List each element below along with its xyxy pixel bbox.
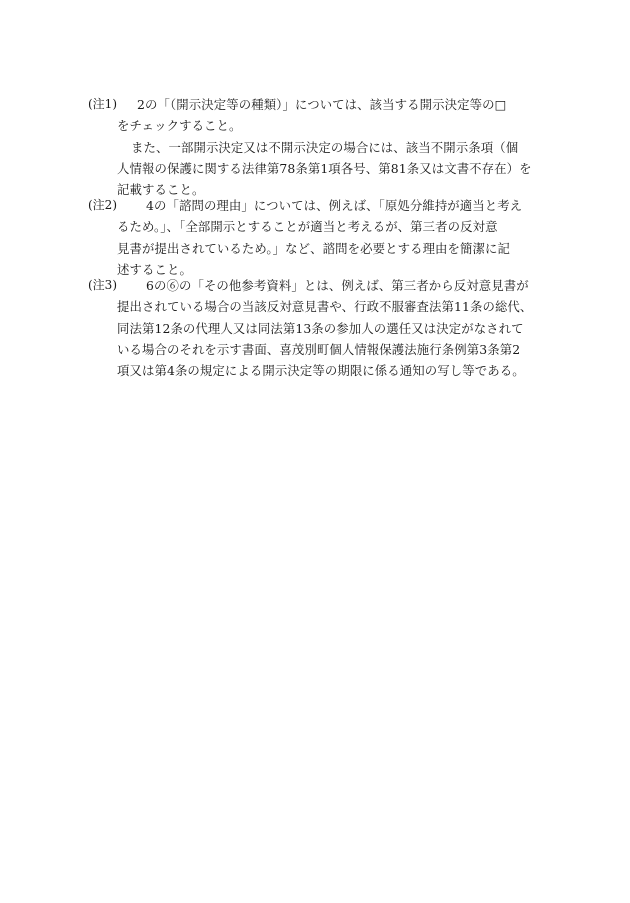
note-1 bbox=[88, 94, 568, 200]
note-label: (注3) bbox=[88, 278, 117, 292]
note-label: (注1) bbox=[88, 97, 117, 111]
note-line: 6の⑥の「その他参考資料」とは、例えば、第三者から反対意見書が bbox=[146, 278, 529, 293]
note-line: 2の「（開示決定等の種類）」については、該当する開示決定等の□ bbox=[137, 97, 507, 112]
note-line: いる場合のそれを示す書面、喜茂別町個人情報保護法施行条例第3条第2 bbox=[117, 341, 521, 357]
note-2 bbox=[88, 195, 568, 280]
note-line: をチェックすること。 bbox=[117, 118, 242, 134]
note-line: 提出されている場合の当該反対意見書や、行政不服審査法第11条の総代、 bbox=[117, 299, 533, 315]
note-line: るため。」、「全部開示とすることが適当と考えるが、第三者の反対意 bbox=[117, 219, 498, 235]
note-label: (注2) bbox=[88, 198, 117, 212]
note-line: 同法第12条の代理人又は同法第13条の参加人の選任又は決定がなされて bbox=[117, 320, 524, 336]
note-line: 述すること。 bbox=[117, 261, 192, 277]
note-line: 4の「諮問の理由」については、例えば、「原処分維持が適当と考え bbox=[146, 198, 523, 213]
note-line: 記載すること。 bbox=[117, 182, 205, 198]
note-line: 見書が提出されているため。」など、諮問を必要とする理由を簡潔に記 bbox=[117, 240, 511, 256]
note-line: 人情報の保護に関する法律第78条第1項各号、第81条又は文書不存在）を bbox=[117, 160, 532, 176]
note-line: 項又は第4条の規定による開示決定等の期限に係る通知の写し等である。 bbox=[117, 363, 525, 379]
note-line: また、一部開示決定又は不開示決定の場合には、該当不開示条項（個 bbox=[131, 139, 519, 155]
note-3 bbox=[88, 275, 568, 381]
